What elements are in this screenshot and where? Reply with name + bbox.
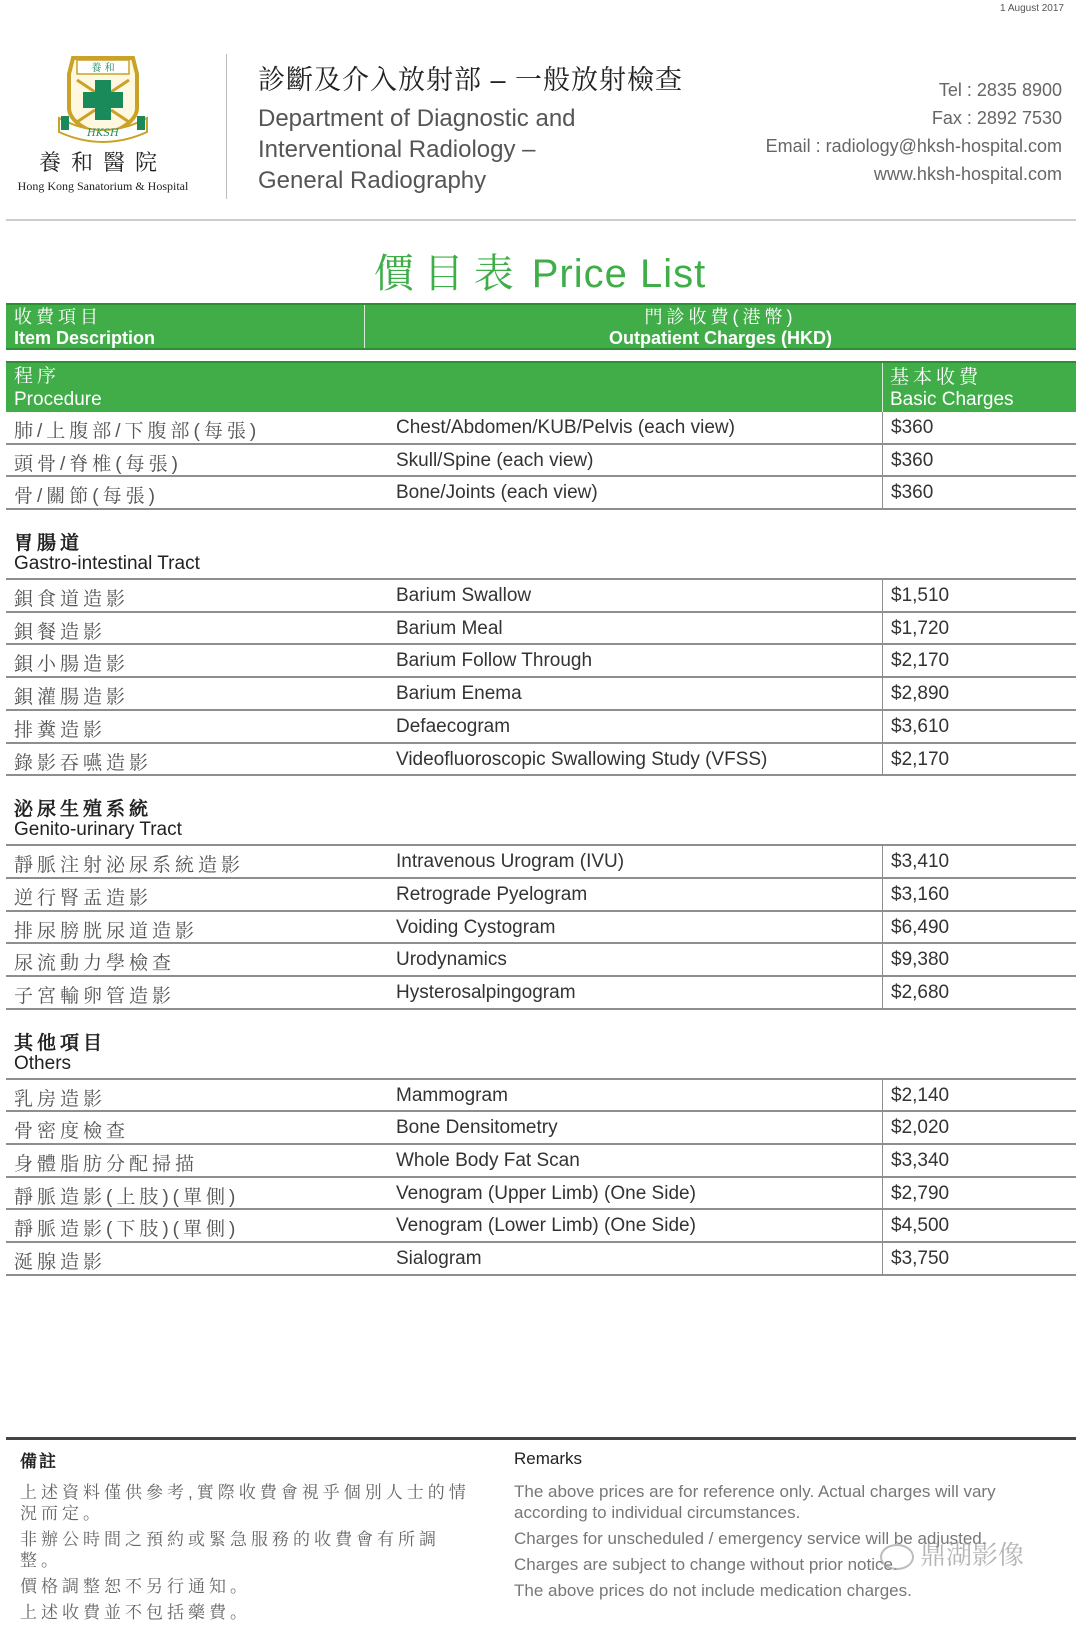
item-name-cn: 尿流動力學檢查 [14,953,176,975]
table-header-top [6,303,1076,350]
table-row [6,879,1076,912]
header-procedure-en: Procedure [14,389,102,410]
section-title-en: Others [14,1052,72,1074]
item-name-en: Venogram (Upper Limb) (One Side) [396,1182,696,1204]
item-name-cn: 靜脈注射泌尿系統造影 [14,855,245,877]
header-charges-cn: 門診收費(港幣) [644,307,797,327]
item-name-en: Skull/Spine (each view) [396,449,594,471]
item-name-en: Videofluoroscopic Swallowing Study (VFSS) [396,748,768,770]
table-row [6,846,1076,879]
table-row [6,711,1076,744]
remark-line-en: The above prices do not include medication charges. [514,1581,912,1600]
hospital-logo [8,52,198,194]
section-title-cn: 泌尿生殖系統 [14,799,153,821]
contact-info [766,76,1062,188]
item-price: $3,410 [882,846,1076,879]
item-price: $4,500 [882,1210,1076,1243]
item-price: $2,890 [882,678,1076,711]
item-name-cn: 頭骨/脊椎(每張) [14,453,182,475]
item-price: $1,510 [882,580,1076,613]
header-basic-cn: 基本收費 [890,367,983,388]
item-name-cn: 骨密度檢查 [14,1121,130,1143]
department-title [258,58,683,196]
table-row [6,678,1076,711]
department-line: Department of Diagnostic and [258,105,576,132]
item-price: $3,160 [882,879,1076,912]
item-price: $2,140 [882,1080,1076,1113]
item-name-cn: 逆行腎盂造影 [14,887,153,909]
section-heading [6,1010,1076,1080]
header-separator [882,363,883,412]
item-name-en: Barium Follow Through [396,650,593,672]
section-title-cn: 其他項目 [14,1032,107,1054]
header-item-description [14,307,155,349]
item-name-cn: 鋇食道造影 [14,589,130,611]
table-row [6,645,1076,678]
svg-text:養 和: 養 和 [91,63,115,74]
item-price: $360 [882,445,1076,478]
remarks-rule [6,1437,1076,1440]
price-table-body [6,412,1076,1276]
item-price: $3,750 [882,1243,1076,1276]
department-line: General Radiography [258,167,487,194]
item-name-en: Urodynamics [396,949,507,971]
item-name-cn: 排尿膀胱尿道造影 [14,920,199,942]
hospital-name-cn: 養和醫院 [38,151,167,176]
remark-line-cn: 非辦公時間之預約或緊急服務的收費會有所調整。 [20,1530,440,1570]
table-row [6,1178,1076,1211]
item-name-en: Mammogram [396,1084,508,1106]
item-name-cn: 乳房造影 [14,1088,107,1110]
section-title-cn: 胃腸道 [14,533,84,555]
watermark-text: 鼎湖影像 [920,1540,1025,1570]
item-price: $2,170 [882,645,1076,678]
header-procedure [14,365,102,411]
remark-line-en: Charges for unscheduled / emergency service will be adjusted. [514,1529,987,1548]
department-title-en [258,103,683,196]
item-name-cn: 靜脈造影(上肢)(單側) [14,1186,240,1208]
item-name-en: Defaecogram [396,715,511,737]
document-date: 1 August 2017 [1000,3,1064,14]
item-name-en: Voiding Cystogram [396,916,556,938]
item-price: $2,680 [882,977,1076,1010]
table-row [6,744,1076,777]
item-name-cn: 子宮輸卵管造影 [14,985,176,1007]
table-row [6,613,1076,646]
item-name-cn: 涎腺造影 [14,1252,107,1274]
contact-fax: Fax : 2892 7530 [931,108,1062,128]
header-basic-charges [890,367,1014,411]
item-name-cn: 骨/關節(每張) [14,486,159,508]
item-name-cn: 錄影吞嚥造影 [14,752,153,774]
item-name-en: Sialogram [396,1248,482,1270]
page-title-en: Price List [531,252,707,296]
department-title-cn: 診斷及介入放射部 – 一般放射檢查 [258,65,684,95]
hospital-crest-icon [55,52,151,144]
item-price: $2,020 [882,1112,1076,1145]
table-row [6,1080,1076,1113]
table-row [6,445,1076,478]
header-item-cn: 收費項目 [14,307,102,327]
item-name-cn: 排糞造影 [14,719,107,741]
item-name-en: Retrograde Pyelogram [396,883,588,905]
department-line: Interventional Radiology – [258,136,536,163]
item-name-en: Barium Meal [396,617,503,639]
item-price: $1,720 [882,613,1076,646]
item-name-cn: 鋇灌腸造影 [14,687,130,709]
item-name-cn: 鋇小腸造影 [14,654,130,676]
contact-website[interactable]: www.hksh-hospital.com [873,164,1062,184]
table-row [6,580,1076,613]
table-row [6,1210,1076,1243]
item-name-en: Hysterosalpingogram [396,981,576,1003]
item-price: $9,380 [882,944,1076,977]
table-row [6,1145,1076,1178]
item-name-en: Barium Enema [396,683,522,705]
header-rule [6,219,1076,221]
item-price: $360 [882,412,1076,445]
table-row [6,977,1076,1010]
item-name-en: Barium Swallow [396,585,532,607]
remarks-cn [20,1447,480,1628]
svg-text:HKSH: HKSH [87,128,119,139]
page-title [0,242,1080,299]
table-row [6,944,1076,977]
remarks-en [514,1449,1054,1606]
item-name-en: Bone/Joints (each view) [396,482,598,504]
header-charges-en: Outpatient Charges (HKD) [608,328,832,348]
letterhead [0,40,1080,220]
item-price: $2,790 [882,1178,1076,1211]
item-name-cn: 身體脂肪分配掃描 [14,1154,199,1175]
table-header-sub [6,361,1076,412]
item-name-cn: 靜脈造影(下肢)(單側) [14,1219,240,1241]
item-name-en: Venogram (Lower Limb) (One Side) [396,1215,696,1237]
section-heading [6,510,1076,580]
item-name-en: Whole Body Fat Scan [396,1150,580,1171]
contact-tel: Tel : 2835 8900 [938,80,1062,100]
table-row [6,912,1076,945]
header-outpatient-charges [365,307,1076,349]
table-row [6,1243,1076,1276]
remark-line-en: The above prices are for reference only. Actual charges will vary according to individual circumstances. [514,1482,996,1522]
header-item-en: Item Description [14,328,156,348]
section-heading [6,776,1076,846]
header-procedure-cn: 程序 [14,366,61,387]
table-row [6,412,1076,445]
section-title-en: Genito-urinary Tract [14,819,182,841]
item-price: $3,340 [882,1145,1076,1178]
header-divider [226,54,227,199]
page-title-cn: 價目表 [373,252,524,296]
remarks-heading-cn: 備註 [20,1452,58,1471]
table-row [6,1112,1076,1145]
item-price: $360 [882,477,1076,510]
item-price: $2,170 [882,744,1076,777]
item-name-cn: 肺/上腹部/下腹部(每張) [14,421,261,442]
remark-line-cn: 上述資料僅供參考,實際收費會視乎個別人士的情況而定。 [20,1483,470,1523]
chat-bubble-icon [880,1544,914,1570]
table-row [6,477,1076,510]
section-title-en: Gastro-intestinal Tract [14,553,200,575]
item-name-cn: 鋇餐造影 [14,621,107,643]
watermark [880,1535,1024,1572]
item-name-en: Intravenous Urogram (IVU) [396,851,625,873]
remark-line-en: Charges are subject to change without prior notice. [514,1555,898,1574]
item-price: $6,490 [882,912,1076,945]
contact-email[interactable]: Email : radiology@hksh-hospital.com [765,136,1062,156]
remark-line-cn: 上述收費並不包括藥費。 [20,1603,251,1622]
remark-line-cn: 價格調整恕不另行通知。 [20,1577,251,1596]
hospital-name-en: Hong Kong Sanatorium & Hospital [17,179,189,193]
header-basic-en: Basic Charges [890,389,1014,410]
item-name-en: Bone Densitometry [396,1117,558,1139]
item-price: $3,610 [882,711,1076,744]
item-name-en: Chest/Abdomen/KUB/Pelvis (each view) [396,417,735,438]
remarks-heading-en: Remarks [514,1449,583,1468]
